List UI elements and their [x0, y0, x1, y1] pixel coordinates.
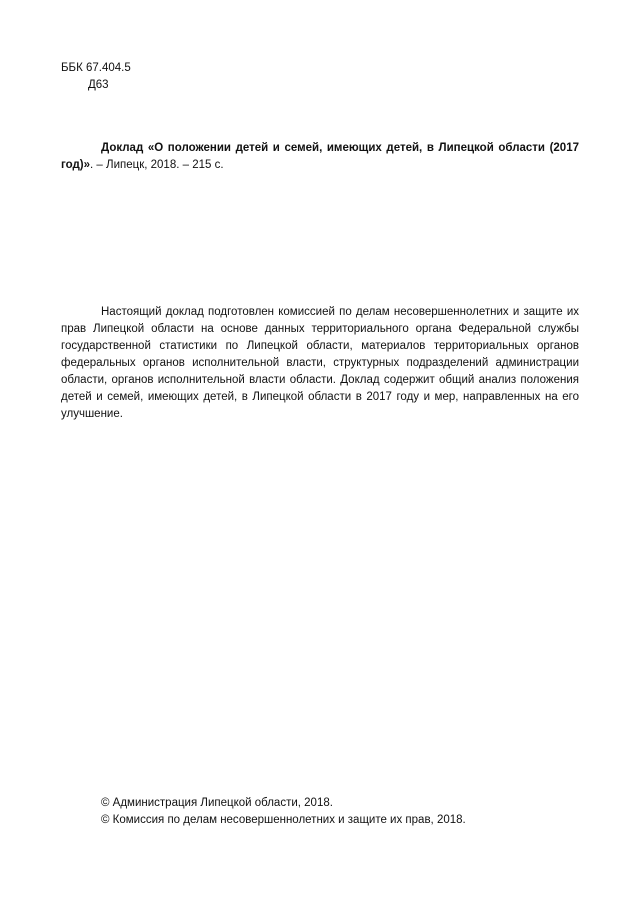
bbk-code: ББК 67.404.5 [61, 62, 131, 74]
copyright-line: © Комиссия по делам несовершеннолетних и защите их прав, 2018. [101, 814, 466, 826]
copyright-line: © Администрация Липецкой области, 2018. [101, 797, 333, 809]
bibliographic-citation [61, 140, 579, 174]
citation-title: Доклад «О положении детей и семей, имеющих детей, в Липецкой области (2017 год)» [61, 142, 579, 171]
copyright-block [101, 795, 466, 829]
bbk-classification [61, 60, 131, 94]
author-mark: Д63 [88, 79, 109, 91]
citation-details: . – Липецк, 2018. – 215 с. [90, 159, 224, 171]
abstract-paragraph: Настоящий доклад подготовлен комиссией по делам несовершеннолетних и защите их прав Липецкой области на основе данных территориального органа Федеральной службы государственной статистики по Липецкой области, материалов территориальных органов федеральных органов исполнительной власти, структурных подразделений администрации области, органов исполнительной власти области. Доклад содержит общий анализ положения детей и семей, имеющих детей, в Липецкой области в 2017 году и мер, направленных на его улучшение. [61, 306, 579, 420]
